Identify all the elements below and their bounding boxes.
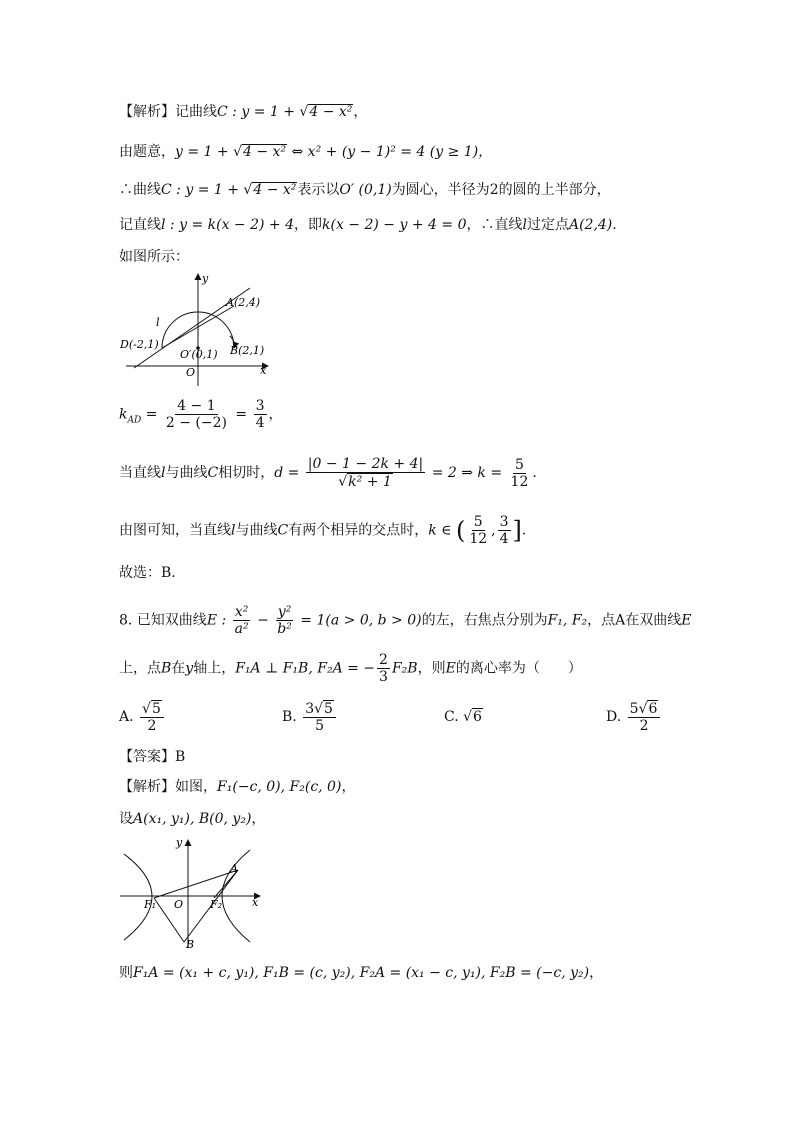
subscript: AD	[127, 415, 142, 426]
point-A-label: A	[230, 862, 238, 875]
analysis-line-1	[119, 104, 367, 119]
math: l	[231, 522, 236, 539]
fraction	[303, 700, 336, 734]
math: y = 1 +	[175, 144, 234, 160]
punct: ，	[251, 811, 266, 827]
analysis-label: 【解析】	[119, 779, 175, 795]
punct: ，	[353, 104, 368, 120]
figure-hyperbola	[118, 836, 266, 950]
text: 则	[119, 965, 133, 981]
math: k	[119, 406, 128, 423]
analysis-line-3	[119, 182, 611, 197]
denominator: b²	[277, 621, 292, 638]
kad-formula	[119, 398, 283, 431]
math: F₂B	[391, 660, 418, 677]
punct: ，	[341, 779, 356, 795]
denominator: 4	[255, 415, 265, 432]
math: ⇔ x² + (y − 1)² = 4 (y ≥ 1)，	[287, 144, 493, 160]
figure-circle-line	[118, 268, 278, 388]
numerator: 3	[255, 398, 265, 414]
point-D-label: D(-2,1)	[120, 338, 159, 351]
analysis-2-line-1	[119, 780, 355, 794]
punct: ,	[491, 522, 496, 539]
answer-value: B	[175, 749, 186, 765]
right-bracket: ]	[512, 516, 522, 545]
math: B	[161, 660, 172, 677]
question-8-line-2	[119, 652, 582, 685]
analysis-line-2	[119, 144, 492, 159]
math: C	[207, 465, 219, 482]
fraction	[254, 398, 267, 431]
text: 在	[171, 660, 186, 677]
analysis-label: 【解析】	[119, 104, 175, 120]
math: A(x₁, y₁), B(0, y₂)	[133, 811, 252, 827]
option-A[interactable]	[119, 700, 166, 734]
numerator: 2	[379, 652, 388, 668]
text: ，点A在双曲线	[587, 612, 682, 629]
text: 与曲线	[165, 465, 208, 482]
text: ∴曲线	[119, 182, 161, 198]
denominator: 12	[469, 531, 488, 548]
text: 设	[119, 811, 133, 827]
math: d =	[274, 465, 304, 482]
numerator: y²	[277, 604, 292, 620]
y-label: y	[176, 836, 183, 849]
vector-line	[119, 966, 603, 980]
analysis-line-4	[119, 218, 617, 232]
denominator: a²	[234, 621, 249, 638]
origin-label: O	[174, 898, 184, 911]
denominator: 3	[379, 669, 388, 686]
denominator: 12	[510, 473, 529, 490]
text: 记直线	[119, 217, 161, 233]
punct: ，	[268, 406, 283, 423]
text: 表示以	[297, 182, 340, 198]
numerator: x²	[234, 604, 249, 620]
left-paren: (	[455, 516, 466, 545]
choose-line	[119, 566, 176, 580]
text: ，∴直线	[466, 217, 523, 233]
point-F1-label: F₁	[144, 898, 157, 911]
fraction	[164, 398, 229, 431]
text: 的离心率为（ ）	[455, 660, 582, 677]
text: 由题意，	[119, 144, 175, 160]
text: ，即	[294, 217, 323, 233]
origin-label: O	[186, 366, 196, 379]
radicand: 5	[151, 701, 161, 717]
text: 有两个相异的交点时，	[288, 522, 429, 539]
radicand: 4 − x²	[243, 144, 287, 160]
radicand: 4 − x²	[253, 182, 297, 198]
radicand: 6	[648, 701, 658, 717]
text: 轴上，	[193, 660, 236, 677]
analysis-2-line-2	[119, 812, 265, 826]
punct: ，	[589, 965, 604, 981]
fraction	[498, 514, 511, 547]
curve-equation: C : y = 1 +	[217, 104, 300, 120]
text: 为圆心，半径为	[391, 182, 490, 198]
math: O′ (0,1)	[339, 182, 392, 198]
x-label: x	[260, 364, 267, 377]
radicand: 6	[473, 709, 482, 725]
question-8-line-1	[119, 604, 692, 637]
numerator: 3√5	[303, 700, 336, 718]
math: E	[681, 612, 692, 629]
question-number: 8.	[119, 612, 133, 629]
punct: .	[521, 522, 527, 539]
text: 由图可知，当直线	[119, 522, 231, 539]
math: l : y = k(x − 2) + 4	[161, 217, 295, 233]
option-label: B.	[282, 709, 297, 726]
fraction	[509, 457, 531, 490]
denominator: 2	[639, 718, 649, 735]
option-label: A.	[119, 709, 134, 726]
denominator: 2 − (−2)	[165, 415, 227, 432]
point-A-label: A(2,4)	[226, 296, 261, 309]
option-D[interactable]	[606, 700, 662, 734]
text: .	[612, 217, 617, 233]
math: k ∈	[428, 522, 456, 539]
text: 过定点	[526, 217, 569, 233]
math: =	[141, 406, 162, 423]
fraction	[233, 604, 251, 637]
text: ，则	[417, 660, 446, 677]
numerator: 4 − 1	[177, 398, 216, 414]
answer-label: 【答案】	[119, 749, 175, 765]
text: 当直线	[119, 465, 161, 482]
hyperbola-left-branch	[124, 854, 152, 940]
math: √6	[463, 709, 482, 725]
math: A(2,4)	[568, 217, 613, 233]
text: 与曲线	[235, 522, 278, 539]
tangent-line-text	[119, 456, 537, 490]
point-F2-label: F₂	[210, 898, 223, 911]
numerator: 5	[473, 514, 483, 530]
numerator: 5	[515, 456, 524, 473]
text: 记曲线	[175, 104, 217, 120]
numerator: |0 − 1 − 2k + 4|	[307, 456, 424, 472]
analysis-line-5	[119, 250, 189, 264]
text: 故选：B.	[119, 565, 176, 581]
math: F₁, F₂	[547, 612, 588, 629]
option-C[interactable]	[444, 708, 483, 725]
fraction	[377, 652, 390, 685]
fraction	[628, 700, 661, 734]
math: E :	[206, 612, 231, 629]
option-label: C.	[444, 709, 459, 725]
numerator: √5	[140, 700, 164, 718]
denominator: √k² + 1	[338, 474, 392, 491]
text: 的圆的上半部分，	[498, 182, 611, 198]
math: F₁(−c, 0), F₂(c, 0)	[217, 779, 342, 795]
math: C : y = 1 +	[161, 182, 244, 198]
fraction	[275, 604, 294, 637]
math: =	[230, 406, 252, 423]
sqrt-symbol: √	[233, 144, 242, 160]
text: 如图所示：	[119, 249, 189, 265]
math: F₁A = (x₁ + c, y₁), F₁B = (c, y₂), F₂A = (x₁ − c, y₁), F₂B = (−c, y₂)	[133, 965, 590, 981]
radicand: k² + 1	[348, 474, 392, 491]
math: F₁A ⊥ F₁B, F₂A = −	[235, 660, 376, 677]
text: 已知双曲线	[136, 612, 207, 629]
math: 2	[489, 182, 499, 198]
math: −	[252, 612, 274, 629]
fraction	[467, 514, 489, 547]
math: = 2 ⇒ k =	[427, 465, 507, 482]
radicand: 4 − x²	[309, 104, 353, 120]
numerator: 5√6	[628, 700, 661, 718]
text: 上，点	[119, 660, 161, 677]
sqrt-symbol: √	[243, 182, 253, 198]
math: E	[445, 660, 456, 677]
sqrt-symbol: √	[299, 104, 309, 120]
math: l	[161, 465, 166, 482]
math: y	[185, 660, 194, 677]
option-B[interactable]	[282, 700, 338, 734]
fraction	[140, 700, 164, 734]
denominator: 4	[499, 531, 509, 548]
fraction	[306, 456, 425, 490]
coefficient: 3	[305, 701, 315, 717]
coefficient: 5	[629, 701, 639, 717]
range-line	[119, 514, 526, 547]
denominator: 5	[315, 718, 325, 735]
text: 的左，右焦点分别为	[421, 612, 548, 629]
point-O1-label: O′(0,1)	[180, 348, 218, 361]
answer-line	[119, 750, 185, 764]
denominator: 2	[147, 718, 157, 735]
math: l	[522, 217, 527, 233]
point-B-label: B	[186, 938, 195, 950]
option-label: D.	[606, 709, 622, 726]
text: 如图，	[175, 779, 217, 795]
numerator: 3	[499, 514, 509, 530]
point-B-label: B(2,1)	[230, 344, 265, 357]
radicand: 5	[324, 701, 333, 717]
math: C	[277, 522, 289, 539]
punct: .	[532, 465, 537, 482]
math: = 1(a > 0, b > 0)	[295, 612, 422, 629]
text: 相切时，	[218, 465, 275, 482]
y-label: y	[202, 272, 209, 285]
line-label: l	[156, 316, 160, 329]
x-label: x	[252, 896, 259, 909]
math: k(x − 2) − y + 4 = 0	[322, 217, 467, 233]
